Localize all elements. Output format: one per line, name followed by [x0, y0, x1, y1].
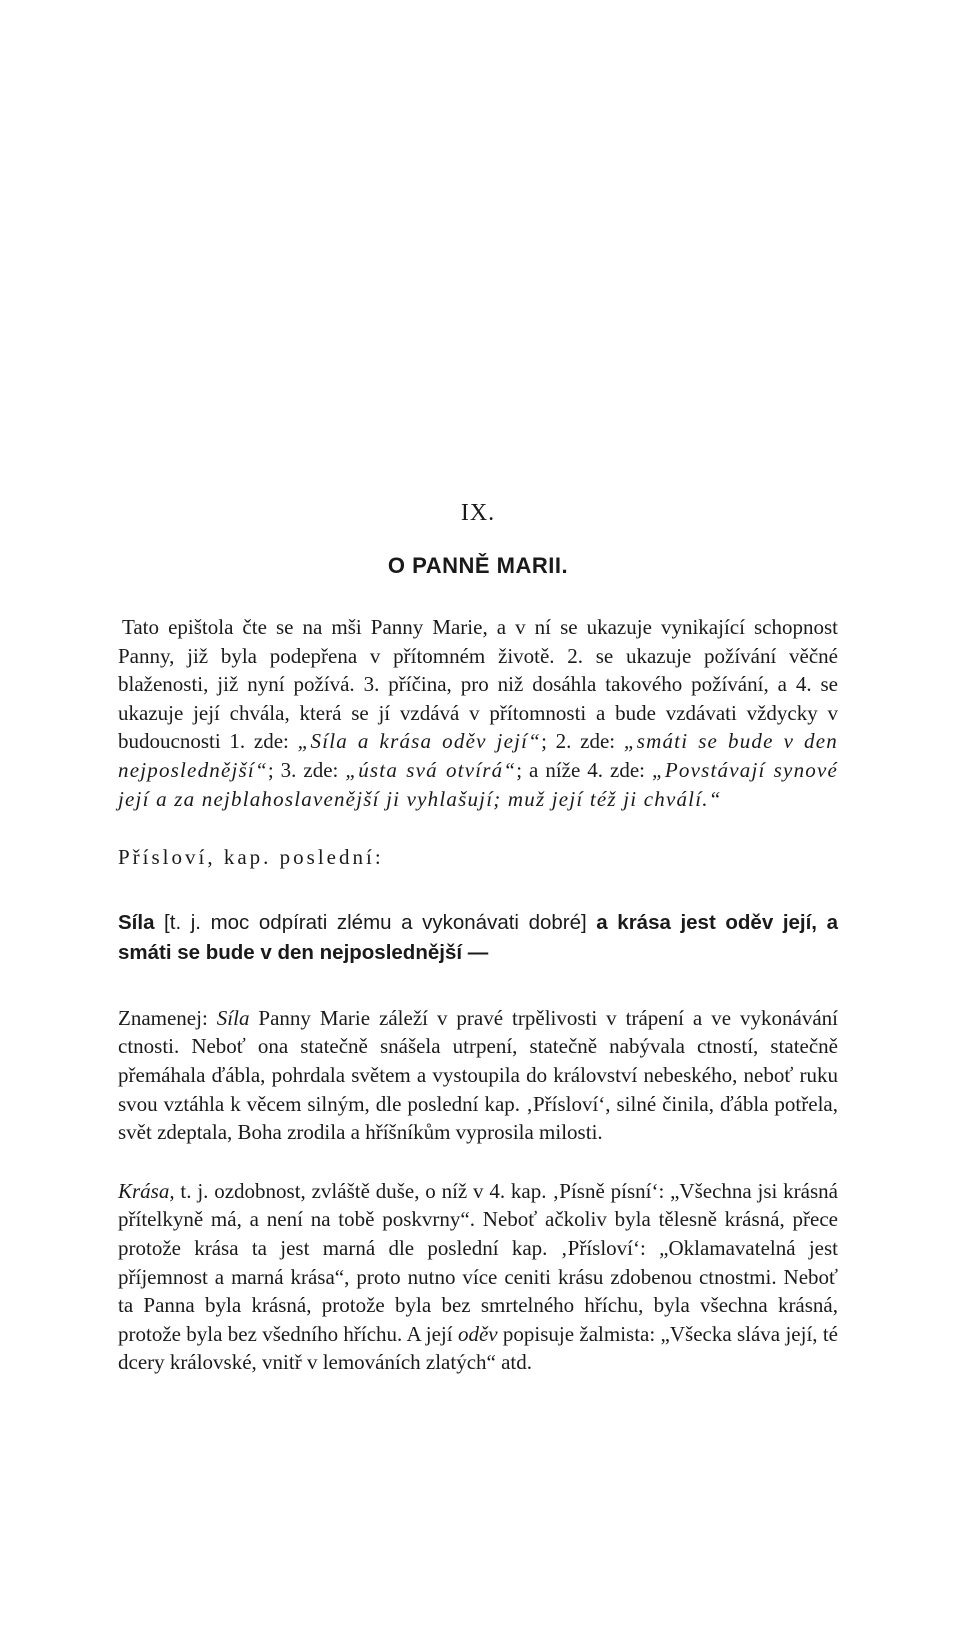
p1-text-2: Panny Marie záleží v pravé trpělivosti v trápení a ve vykonávání ctnosti. Neboť ona statečně snášela utrpení, statečně nabývala ctností, statečně přemáhala ďábla, pohrdala světem a vystoupila do království nebeského, neboť ruku svou vztáhla k věcem silným, dle poslední kap. ‚Přísloví‘, silné činila, ďábla potřela, svět zdeptala, Boha zrodila a hříšníkům vyprosila milosti.: [118, 1005, 839, 1145]
intro-quote-4: „Povstávají synové její a za nejblahoslavenější ji vyhlašují; muž její též ji chválí.“: [118, 757, 839, 811]
source-reference: Přísloví, kap. poslední:: [118, 845, 384, 870]
p2-text-2: popisuje žalmista: „Všecka sláva její, té dcery královské, vnitř v lemováních zlatých“ atd.: [118, 1321, 839, 1375]
intro-quote-1: „Síla a krása oděv její“: [297, 729, 542, 754]
verse-bold-start: Síla: [118, 910, 155, 934]
intro-quote-2: „smáti se bude v den nejposlednější“: [118, 729, 838, 782]
commentary-paragraph-1: [118, 1004, 838, 1147]
p2-italic-1: Krása,: [118, 1178, 175, 1203]
verse-bold-end: a krása jest oděv její, a smáti se bude v den nejposlednější —: [118, 910, 838, 964]
p1-italic-1: Síla: [216, 1005, 250, 1030]
intro-lead: Tato epištola čte se na mši Panny Marie, a v ní se ukazuje vynikající schopnost Panny, již byla podepřena v přítomném životě. 2. se ukazuje požívání věčné blaženosti, již nyní požívá. 3. příčina, pro niž dosáhla takového požívání, a 4. se ukazuje její chvála, která se jí vzdává v přítomnosti a bude vzdávati vždycky v budoucnosti 1. zde:: [118, 615, 838, 754]
intro-quote-3: „ústa svá otvírá“: [345, 757, 517, 782]
commentary-paragraph-2: [118, 1177, 838, 1377]
bible-verse: [118, 908, 838, 968]
p2-italic-2: oděv: [457, 1321, 498, 1346]
intro-link-3: ; a níže 4. zde:: [516, 757, 652, 782]
book-page: [118, 500, 838, 1407]
intro-link-2: ; 3. zde:: [267, 757, 346, 782]
p2-text-1: t. j. ozdobnost, zvláště duše, o níž v 4. kap. ‚Písně písní‘: „Všechna jsi krásná přítelkyně má, a není na tobě poskvrny“. Neboť ačkoliv byla tělesně krásná, přece protože krása ta jest marná dle poslední kap. ‚Přísloví‘: „Oklamavatelná jest příjemnost a marná krása“, proto nutno více ceniti krásu zdobenou ctnostmi. Neboť ta Panna byla krásná, protože byla bez smrtelného hříchu, byla všechna krásná, protože byla bez všedního hříchu. A její: [118, 1178, 838, 1346]
p1-text-1: Znamenej:: [118, 1005, 217, 1030]
verse-gloss: [t. j. moc odpírati zlému a vykonávati dobré]: [154, 910, 597, 934]
intro-link-1: ; 2. zde:: [541, 729, 624, 754]
intro-paragraph: [118, 613, 838, 813]
chapter-number: IX.: [460, 500, 496, 526]
chapter-title: O PANNĚ MARII.: [387, 553, 569, 578]
